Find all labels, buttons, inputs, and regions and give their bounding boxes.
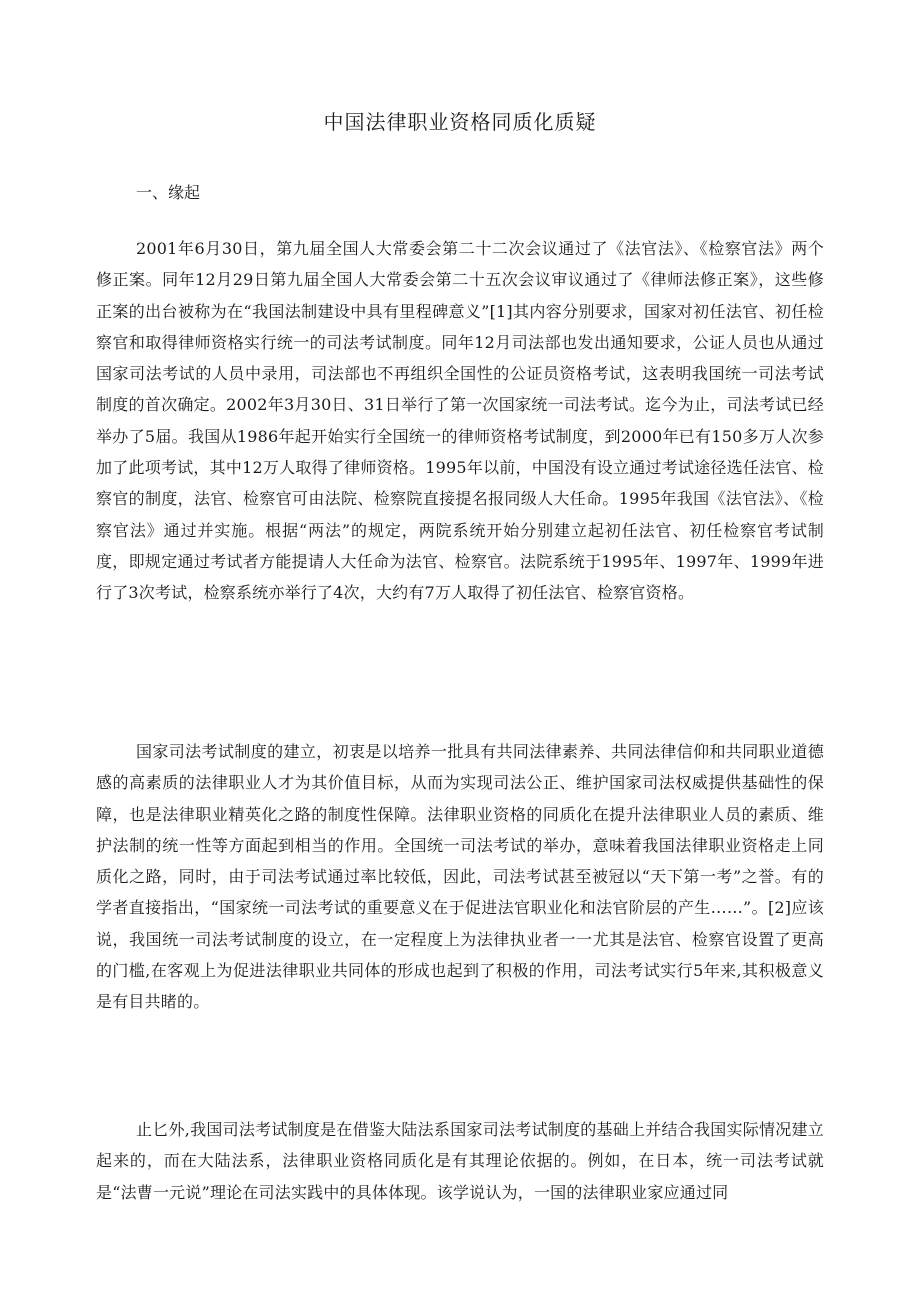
paragraph-3: 止匕外,我国司法考试制度是在借鉴大陆法系国家司法考试制度的基础上并结合我国实际情况建立起来的，而在大陆法系，法律职业资格同质化是有其理论依据的。例如，在日本，统一司法考试就是“法曹一元说”理论在司法实践中的具体体现。该学说认为，一国的法律职业家应通过同 [96, 1120, 824, 1202]
paragraph-2: 国家司法考试制度的建立，初衷是以培养一批具有共同法律素养、共同法律信仰和共同职业道德感的高素质的法律职业人才为其价值目标，从而为实现司法公正、维护国家司法权威提供基础性的保障，也是法律职业精英化之路的制度性保障。法律职业资格的同质化在提升法律职业人员的素质、维护法制的统一性等方面起到相当的作用。全国统一司法考试的举办，意味着我国法律职业资格走上同质化之路，同时，由于司法考试通过率比较低，因此，司法考试甚至被冠以“天下第一考”之誉。有的学者直接指出，“国家统一司法考试的重要意义在于促进法官职业化和法官阶层的产生……”。[2]应该说，我国统一司法考试制度的设立，在一定程度上为法律执业者一一尤其是法官、检察官设置了更高的门槛,在客观上为促进法律职业共同体的形成也起到了积极的作用，司法考试实行5年来,其积极意义是有目共睹的。 [96, 742, 824, 1012]
section-heading: 一、缘起 [136, 183, 201, 202]
paragraph-1: 2001年6月30日，第九届全国人大常委会第二十二次会议通过了《法官法》、《检察官法》两个修正案。同年12月29日第九届全国人大常委会第二十五次会议审议通过了《律师法修正案》，这些修正案的出台被称为在“我国法制建设中具有里程碑意义”[1]其内容分别要求，国家对初任法官、初任检察官和取得律师资格实行统一的司法考试制度。同年12月司法部也发出通知要求，公证人员也从通过国家司法考试的人员中录用，司法部也不再组织全国性的公证员资格考试，这表明我国统一司法考试制度的首次确定。2002年3月30日、31日举行了第一次国家统一司法考试。迄今为止，司法考试已经举办了5届。我国从1986年起开始实行全国统一的律师资格考试制度，到2000年已有150多万人次参加了此项考试，其中12万人取得了律师资格。1995年以前，中国没有设立通过考试途径选任法官、检察官的制度，法官、检察官可由法院、检察院直接提名报同级人大任命。1995年我国《法官法》、《检察官法》通过并实施。根据“两法”的规定，两院系统开始分别建立起初任法官、初任检察官考试制度，即规定通过考试者方能提请人大任命为法官、检察官。法院系统于1995年、1997年、1999年进行了3次考试，检察系统亦举行了4次，大约有7万人取得了初任法官、检察官资格。 [96, 239, 824, 603]
document-title: 中国法律职业资格同质化质疑 [323, 110, 597, 134]
